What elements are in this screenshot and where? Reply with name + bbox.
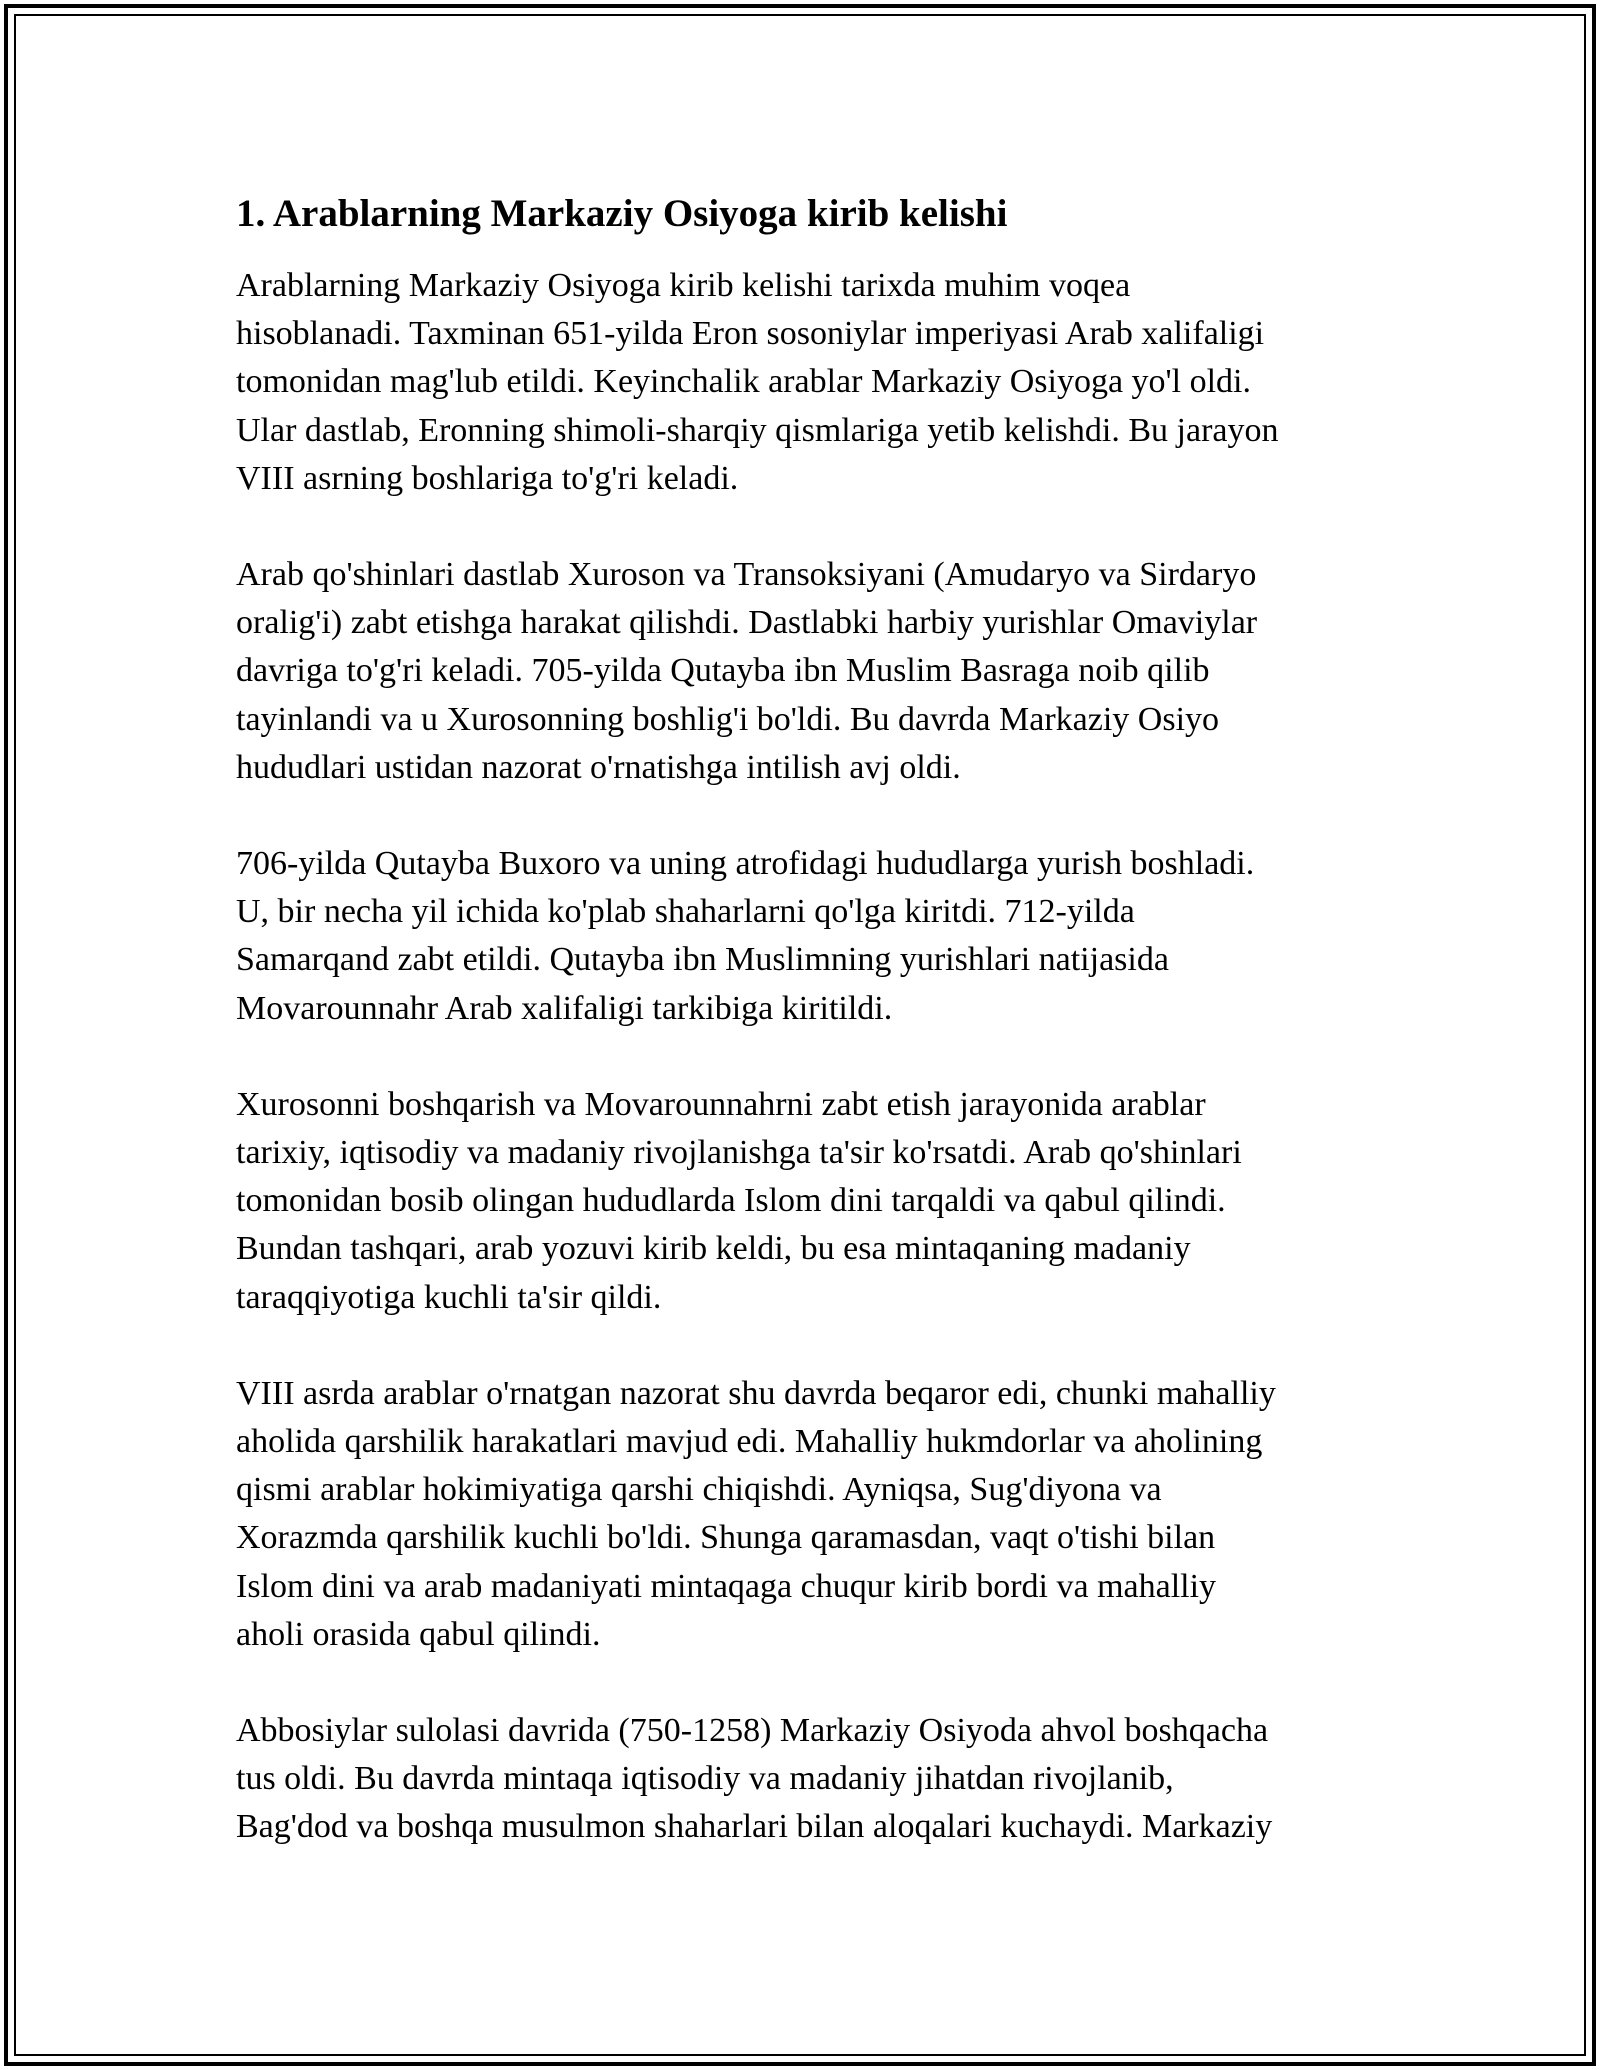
text-line: Abbosiylar sulolasi davrida (750-1258) Markaziy Osiyoda ahvol boshqacha <box>236 1712 1269 1750</box>
text-line: Bag'dod va boshqa musulmon shaharlari bilan aloqalari kuchaydi. Markaziy <box>236 1808 1273 1846</box>
text-line: tus oldi. Bu davrda mintaqa iqtisodiy va madaniy jihatdan rivojlanib, <box>236 1760 1174 1798</box>
text-line: tarixiy, iqtisodiy va madaniy rivojlanishga ta'sir ko'rsatdi. Arab qo'shinlari <box>236 1134 1242 1172</box>
document-body <box>236 188 1376 1900</box>
text-line: tomonidan mag'lub etildi. Keyinchalik arablar Markaziy Osiyoga yo'l oldi. <box>236 363 1252 401</box>
text-line: oralig'i) zabt etishga harakat qilishdi. Dastlabki harbiy yurishlar Omaviylar <box>236 604 1258 642</box>
text-line: tomonidan bosib olingan hududlarda Islom dini tarqaldi va qabul qilindi. <box>236 1182 1226 1220</box>
text-line: tayinlandi va u Xurosonning boshlig'i bo'ldi. Bu davrda Markaziy Osiyo <box>236 700 1220 738</box>
text-line: U, bir necha yil ichida ko'plab shaharlarni qo'lga kiritdi. 712-yilda <box>236 893 1135 931</box>
paragraph-6 <box>236 1707 1376 1852</box>
text-line: Movarounnahr Arab xalifaligi tarkibiga kiritildi. <box>236 989 893 1027</box>
paragraph-3 <box>236 840 1376 1033</box>
text-line: VIII asrda arablar o'rnatgan nazorat shu davrda beqaror edi, chunki mahalliy <box>236 1374 1276 1412</box>
text-line: VIII asrning boshlariga to'g'ri keladi. <box>236 459 739 497</box>
text-line: Samarqand zabt etildi. Qutayba ibn Muslimning yurishlari natijasida <box>236 941 1169 979</box>
text-line: hududlari ustidan nazorat o'rnatishga intilish avj oldi. <box>236 748 961 786</box>
paragraph-5 <box>236 1370 1376 1659</box>
paragraph-1 <box>236 262 1376 503</box>
section-title: 1. Arablarning Markaziy Osiyoga kirib kelishi <box>236 192 1008 235</box>
text-line: Ular dastlab, Eronning shimoli-sharqiy qismlariga yetib kelishdi. Bu jarayon <box>236 411 1279 449</box>
text-line: taraqqiyotiga kuchli ta'sir qildi. <box>236 1278 662 1316</box>
text-line: Islom dini va arab madaniyati mintaqaga chuqur kirib bordi va mahalliy <box>236 1567 1217 1605</box>
text-line: hisoblanadi. Taxminan 651-yilda Eron sosoniylar imperiyasi Arab xalifaligi <box>236 315 1265 353</box>
text-line: 706-yilda Qutayba Buxoro va uning atrofidagi hududlarga yurish boshladi. <box>236 845 1255 883</box>
text-line: aholi orasida qabul qilindi. <box>236 1615 601 1653</box>
text-line: Arablarning Markaziy Osiyoga kirib kelishi tarixda muhim voqea <box>236 267 1131 304</box>
text-line: aholida qarshilik harakatlari mavjud edi. Mahalliy hukmdorlar va aholining <box>236 1423 1263 1461</box>
text-line: davriga to'g'ri keladi. 705-yilda Qutayba ibn Muslim Basraga noib qilib <box>236 652 1210 690</box>
text-line: Xurosonni boshqarish va Movarounnahrni zabt etish jarayonida arablar <box>236 1085 1206 1123</box>
paragraph-list <box>236 262 1376 1852</box>
paragraph-2 <box>236 551 1376 792</box>
text-line: qismi arablar hokimiyatiga qarshi chiqishdi. Ayniqsa, Sug'diyona va <box>236 1471 1162 1509</box>
paragraph-4 <box>236 1081 1376 1322</box>
text-line: Bundan tashqari, arab yozuvi kirib keldi, bu esa mintaqaning madaniy <box>236 1230 1191 1268</box>
text-line: Xorazmda qarshilik kuchli bo'ldi. Shunga qaramasdan, vaqt o'tishi bilan <box>236 1519 1216 1557</box>
text-line: Arab qo'shinlari dastlab Xuroson va Transoksiyani (Amudaryo va Sirdaryo <box>236 556 1257 594</box>
